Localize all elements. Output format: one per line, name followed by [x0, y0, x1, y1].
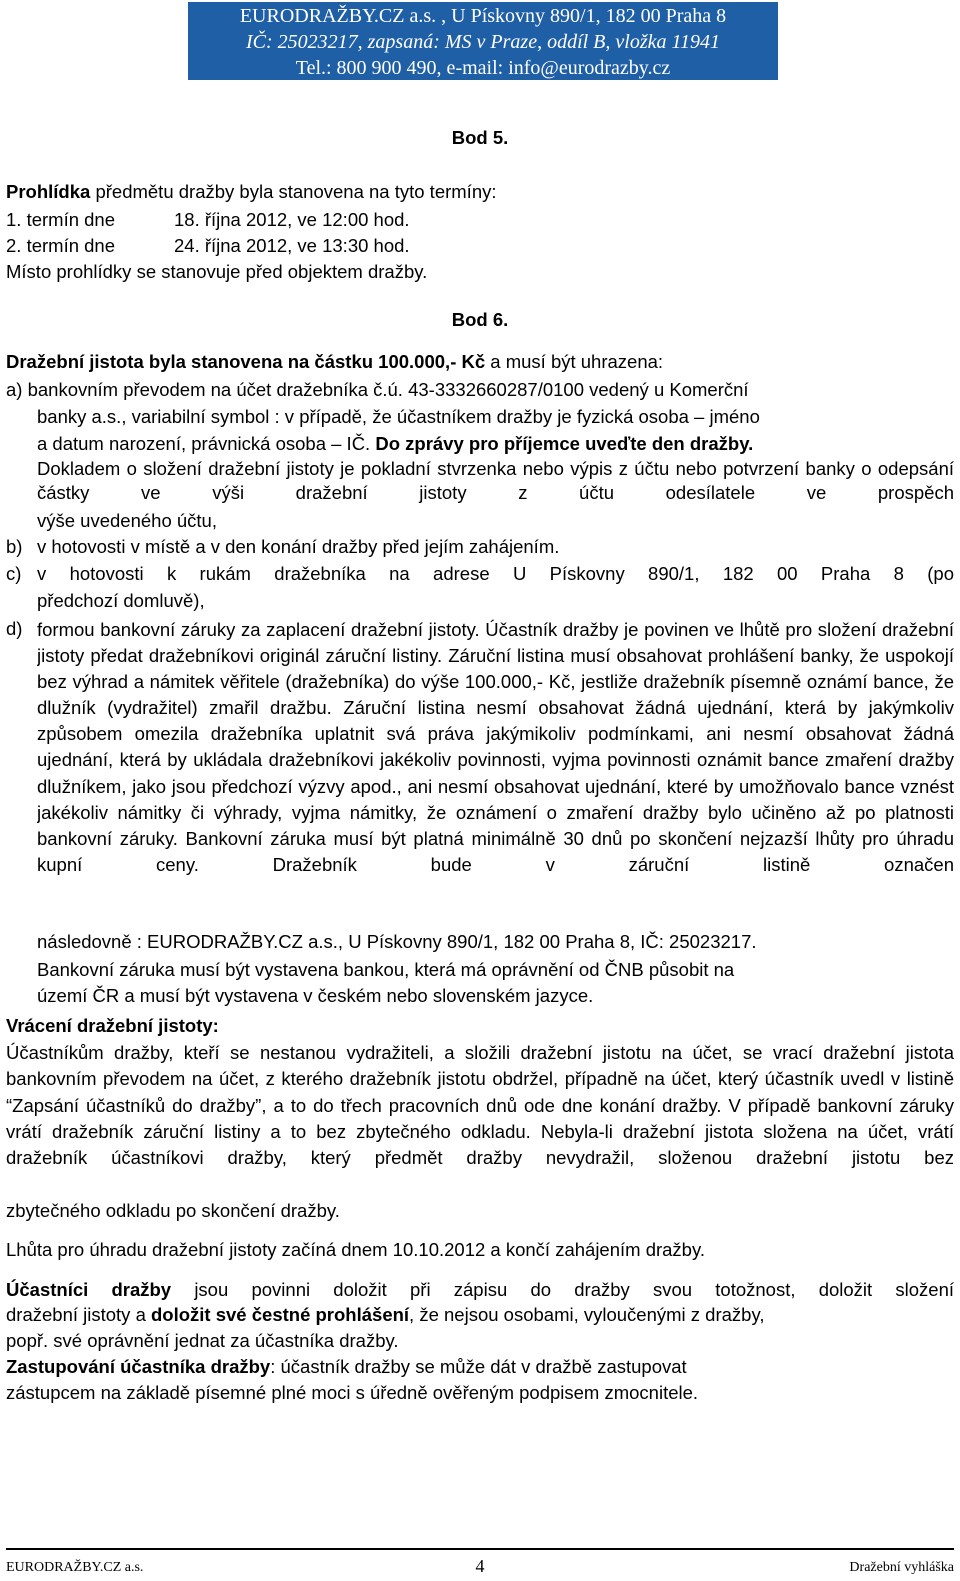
zastupovani-text: : účastník dražby se může dát v dražbě zastupovat: [270, 1356, 687, 1377]
ucastnici-text1: jsou povinni doložit při zápisu do dražby svou totožnost, doložit složení: [171, 1279, 955, 1300]
letterhead: [0, 0, 960, 84]
bod6-d-label: d): [6, 618, 23, 639]
ucastnici-bold2: doložit své čestné prohlášení: [151, 1304, 410, 1325]
bod5-term1-label: 1. termín dne: [6, 209, 116, 230]
bod6-amount: [6, 350, 960, 374]
footer-company: EURODRAŽBY.CZ a.s.: [6, 1560, 144, 1575]
bod5-intro-text: předmětu dražby byla stanovena na tyto termíny:: [90, 181, 497, 202]
bod6-d-end2: Bankovní záruka musí být vystavena bankou, která má oprávnění od ČNB působit na: [37, 959, 735, 980]
zastupovani-end: zástupcem na základě písemné plné moci s úředně ověřeným podpisem zmocnitele.: [6, 1382, 699, 1403]
bod6-a-line3-text: a datum narození, právnická osoba – IČ.: [37, 433, 376, 454]
bod5-intro-bold: Prohlídka: [6, 181, 91, 202]
ucastnici-text2: dražební jistoty a: [6, 1304, 151, 1325]
bod5-term2-value: 24. října 2012, ve 13:30 hod.: [174, 235, 410, 256]
bod6-dokladem-end: výše uvedeného účtu,: [37, 510, 217, 531]
bod6-dokladem: Dokladem o složení dražební jistoty je pokladní stvrzenka nebo výpis z účtu nebo potvrzení banky o odepsání částky ve výši dražební jistoty z účtu odesílatele ve prospěch: [37, 458, 954, 503]
letterhead-banner: [188, 2, 778, 80]
ucastnici-bold: Účastníci dražby: [6, 1279, 172, 1300]
bod6-c-text: v hotovosti k rukám dražebníka na adrese U Pískovny 890/1, 182 00 Praha 8 (po: [37, 563, 954, 584]
footer-rule: [6, 1548, 954, 1550]
lhuta: Lhůta pro úhradu dražební jistoty začíná dnem 10.10.2012 a končí zahájením dražby.: [6, 1239, 705, 1260]
bod5-title: Bod 5.: [451, 127, 509, 148]
bod6-b-text: v hotovosti v místě a v den konání dražby před jejím zahájením.: [37, 536, 560, 557]
bod5-place: Místo prohlídky se stanovuje před objektem dražby.: [6, 261, 428, 282]
bod6-d-end3: území ČR a musí být vystavena v českém nebo slovenském jazyce.: [37, 985, 594, 1006]
bod6-c-label: c): [6, 563, 22, 584]
page-footer: [0, 1548, 960, 1581]
bod6-a-line3-bold: Do zprávy pro příjemce uveďte den dražby.: [375, 433, 754, 454]
bod6-title: Bod 6.: [451, 309, 509, 330]
bod6-a-line3: [37, 432, 960, 456]
ucastnici-end: popř. své oprávnění jednat za účastníka dražby.: [6, 1330, 399, 1351]
letterhead-company: EURODRAŽBY.CZ a.s. , U Pískovny 890/1, 182 00 Praha 8: [239, 5, 727, 27]
bod6-amount-bold: Dražební jistota byla stanovena na částku 100.000,- Kč: [6, 351, 486, 372]
bod6-b: [6, 535, 960, 559]
bod6-a-line1: a) bankovním převodem na účet dražebníka č.ú. 43-3332660287/0100 vedený u Komerční: [6, 379, 749, 400]
ucastnici-text3: , že nejsou osobami, vyloučenými z dražby,: [409, 1304, 765, 1325]
bod6-amount-text: a musí být uhrazena:: [485, 351, 664, 372]
bod6-d-text: formou bankovní záruky za zaplacení dražební jistoty. Účastník dražby je povinen ve lhůtě pro složení dražební jistoty předat dražebníkovi originál záruční listiny. Záruční listina musí obsahovat prohlášení banky, že uspokojí bez výhrad a námitek věřitele (dražebníka) do výše 100.000,- Kč, jestliže dražebník písemně oznámí bance, že dlužník (vydražitel) zmařil dražbu. Záruční listina nesmí obsahovat žádná ujednání, která by jakýmkoliv způsobem omezila dražebníka uplatnit svá práva jakýmikoliv podmínkami, ani nesmí obsahovat žádná ujednání, která by ukládala dražebníkovi jakékoliv povinnosti, vyjma povinnosti oznámit bance zmaření dražby dlužníkem, jako jsou předchozí výzvy apod., ani nesmí obsahovat ujednání, které by umožňovalo bance vznést jakékoliv námitky či výhrady, vyjma námitky, že oznámení o zmaření dražby bylo učiněno až po platnosti bankovní záruky. Bankovní záruka musí být platná minimálně 30 dnů po skončení nejzazší lhůty pro úhradu kupní ceny. Dražebník bude v záruční listině označen: [37, 619, 954, 875]
bod5-term1: [6, 208, 960, 232]
vraceni-text-end: zbytečného odkladu po skončení dražby.: [6, 1200, 340, 1221]
bod5-term2-label: 2. termín dne: [6, 235, 116, 256]
vraceni-title: Vrácení dražební jistoty:: [6, 1015, 219, 1036]
page-number: 4: [475, 1556, 485, 1576]
bod6-a-line2: banky a.s., variabilní symbol : v případě, že účastníkem dražby je fyzická osoba – jméno: [37, 406, 760, 427]
bod6-d-end1: následovně : EURODRAŽBY.CZ a.s., U Pískovny 890/1, 182 00 Praha 8, IČ: 25023217.: [37, 931, 757, 952]
bod6-c-end: předchozí domluvě),: [37, 590, 205, 611]
letterhead-registration: IČ: 25023217, zapsaná: MS v Praze, oddíl B, vložka 11941: [245, 31, 721, 53]
bod5-intro: [6, 180, 960, 204]
letterhead-contact: Tel.: 800 900 490, e-mail: info@eurodrazby.cz: [295, 57, 671, 79]
ucastnici-line1: [6, 1278, 954, 1302]
zastupovani-bold: Zastupování účastníka dražby: [6, 1356, 271, 1377]
ucastnici-line2: [6, 1303, 960, 1327]
bod6-b-label: b): [6, 536, 23, 557]
vraceni-text: Účastníkům dražby, kteří se nestanou vydražiteli, a složili dražební jistotu na účet, se vrací dražební jistota bankovním převodem na účet, z kterého dražebník jistotu obdržel, případně na účet, který účastník uvedl v listině “Zapsání účastníků do dražby”, a to do třech pracovních dnů ode dne konání dražby. V případě bankovní záruky vrátí dražebník záruční listiny a to bez zbytečného odkladu. Nebyla-li dražební jistota složena na účet, vrátí dražebník účastníkovi dražby, který předmět dražby nevydražil, složenou dražební jistotu bez: [6, 1042, 954, 1169]
bod5-term2: [6, 234, 960, 258]
zastupovani-line1: [6, 1355, 960, 1379]
bod5-term1-value: 18. října 2012, ve 12:00 hod.: [174, 209, 410, 230]
footer-doc-title: Dražební vyhláška: [849, 1560, 954, 1575]
